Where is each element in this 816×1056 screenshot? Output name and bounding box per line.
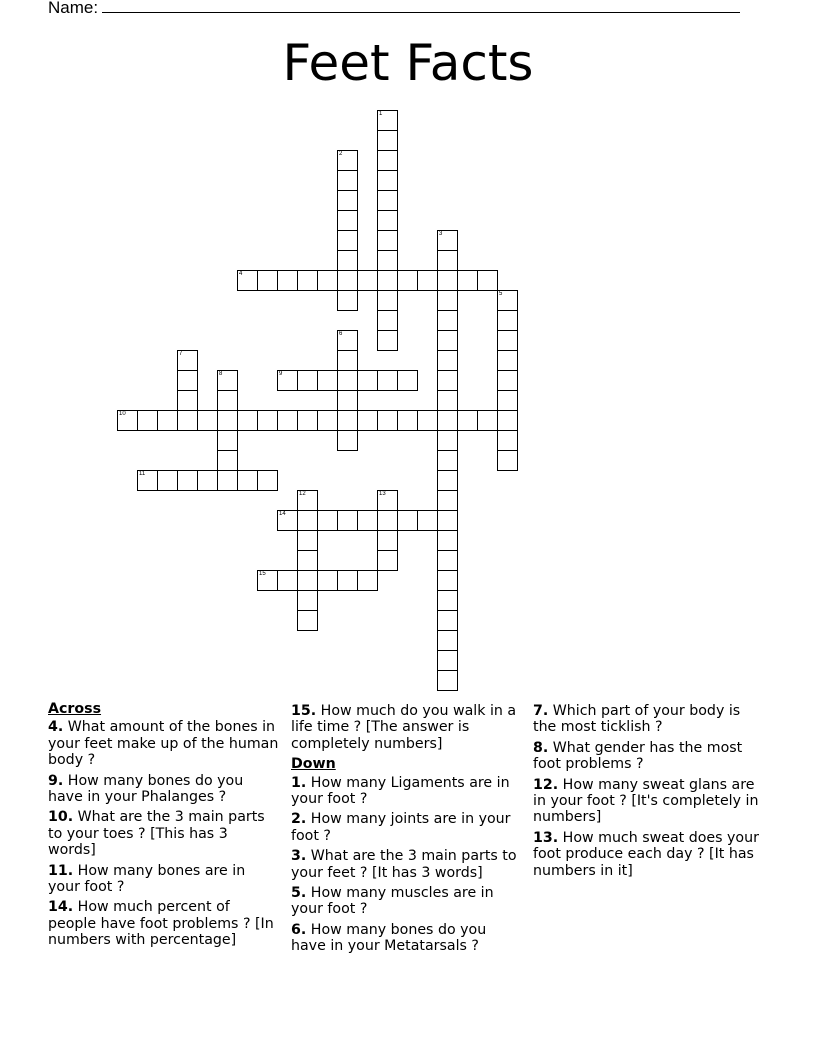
grid-cell[interactable]: [397, 370, 418, 391]
grid-cell[interactable]: [297, 370, 318, 391]
grid-cell[interactable]: [457, 270, 478, 291]
grid-cell[interactable]: [477, 410, 498, 431]
grid-cell[interactable]: [137, 410, 158, 431]
grid-cell[interactable]: [317, 270, 338, 291]
grid-cell[interactable]: [417, 410, 438, 431]
grid-cell[interactable]: [497, 290, 518, 311]
grid-cell[interactable]: [357, 270, 378, 291]
grid-cell[interactable]: [477, 270, 498, 291]
grid-cell[interactable]: [497, 450, 518, 471]
clue-text: How many muscles are in your foot ?: [291, 885, 494, 918]
grid-cell[interactable]: [177, 470, 198, 491]
name-label: Name:: [48, 0, 99, 17]
grid-cell[interactable]: [437, 250, 458, 271]
grid-cell[interactable]: [297, 490, 318, 511]
clue-number: 1.: [291, 774, 307, 791]
grid-cell[interactable]: [457, 410, 478, 431]
grid-cell[interactable]: [337, 390, 358, 411]
grid-cell[interactable]: [277, 570, 298, 591]
grid-cell[interactable]: [337, 330, 358, 351]
grid-cell[interactable]: [497, 390, 518, 411]
grid-cell[interactable]: [377, 410, 398, 431]
grid-cell[interactable]: [377, 150, 398, 171]
cell-number: 8: [219, 371, 223, 377]
clue-down-5: [291, 885, 523, 918]
grid-cell[interactable]: [437, 650, 458, 671]
cell-number: 2: [339, 151, 343, 157]
grid-cell[interactable]: [217, 450, 238, 471]
grid-cell[interactable]: [377, 110, 398, 131]
clue-column-2: [291, 703, 523, 959]
clue-number: 9.: [48, 772, 64, 789]
clue-across-15: [291, 703, 523, 752]
clue-text: What amount of the bones in your feet make up of the human body ?: [48, 719, 279, 769]
grid-cell[interactable]: [377, 170, 398, 191]
grid-cell[interactable]: [397, 410, 418, 431]
clue-down-3: [291, 848, 523, 881]
grid-cell[interactable]: [437, 610, 458, 631]
clue-text: How many sweat glans are in your foot ? [It's completely in numbers]: [533, 776, 759, 826]
grid-cell[interactable]: [297, 410, 318, 431]
down-heading: Down: [291, 756, 336, 773]
grid-cell[interactable]: [297, 590, 318, 611]
grid-cell[interactable]: [437, 390, 458, 411]
grid-cell[interactable]: [297, 570, 318, 591]
grid-cell[interactable]: [257, 570, 278, 591]
clue-text: How much sweat does your foot produce each day ? [It has numbers in it]: [533, 829, 759, 879]
grid-cell[interactable]: [377, 310, 398, 331]
grid-cell[interactable]: [437, 330, 458, 351]
grid-cell[interactable]: [377, 290, 398, 311]
cell-number: 9: [279, 371, 283, 377]
clue-number: 7.: [533, 703, 549, 719]
grid-cell[interactable]: [117, 410, 138, 431]
grid-cell[interactable]: [437, 290, 458, 311]
clue-number: 13.: [533, 829, 559, 846]
clue-across-4: [48, 719, 280, 768]
grid-cell[interactable]: [377, 270, 398, 291]
clue-number: 2.: [291, 811, 307, 828]
grid-cell[interactable]: [297, 510, 318, 531]
grid-cell[interactable]: [237, 270, 258, 291]
grid-cell[interactable]: [217, 430, 238, 451]
grid-cell[interactable]: [157, 470, 178, 491]
grid-cell[interactable]: [377, 490, 398, 511]
clue-text: How many joints are in your foot ?: [291, 811, 511, 844]
clue-text: How many bones are in your foot ?: [48, 862, 246, 896]
grid-cell[interactable]: [497, 350, 518, 371]
clue-across-9: [48, 773, 280, 806]
clue-across-10: [48, 809, 280, 858]
cell-number: 3: [439, 231, 443, 237]
clue-down-8: [533, 740, 765, 773]
grid-cell[interactable]: [497, 330, 518, 351]
across-heading: Across: [48, 701, 102, 717]
grid-cell[interactable]: [437, 490, 458, 511]
grid-cell[interactable]: [437, 570, 458, 591]
grid-cell[interactable]: [337, 350, 358, 371]
grid-cell[interactable]: [437, 410, 458, 431]
grid-cell[interactable]: [297, 550, 318, 571]
grid-cell[interactable]: [397, 270, 418, 291]
grid-cell[interactable]: [337, 370, 358, 391]
grid-cell[interactable]: [277, 410, 298, 431]
grid-cell[interactable]: [337, 290, 358, 311]
grid-cell[interactable]: [337, 170, 358, 191]
grid-cell[interactable]: [437, 510, 458, 531]
grid-cell[interactable]: [377, 130, 398, 151]
grid-cell[interactable]: [377, 510, 398, 531]
grid-cell[interactable]: [377, 550, 398, 571]
grid-cell[interactable]: [437, 370, 458, 391]
grid-cell[interactable]: [497, 410, 518, 431]
grid-cell[interactable]: [377, 190, 398, 211]
clue-text: Which part of your body is the most ticklish ?: [533, 703, 741, 736]
clue-text: How much percent of people have foot problems ? [In numbers with percentage]: [48, 899, 274, 949]
grid-cell[interactable]: [437, 270, 458, 291]
grid-cell[interactable]: [377, 530, 398, 551]
page-title: Feet Facts: [282, 34, 534, 92]
clue-number: 14.: [48, 899, 74, 916]
grid-cell[interactable]: [317, 410, 338, 431]
clue-text: How much do you walk in a life time ? [The answer is completely numbers]: [291, 703, 517, 752]
grid-cell[interactable]: [217, 370, 238, 391]
clue-down-2: [291, 811, 523, 844]
cell-number: 11: [139, 471, 146, 477]
clue-text: What are the 3 main parts to your toes ? [This has 3 words]: [48, 809, 265, 859]
grid-cell[interactable]: [137, 470, 158, 491]
clue-text: How many bones do you have in your Metatarsals ?: [291, 921, 487, 955]
grid-cell[interactable]: [377, 250, 398, 271]
grid-cell[interactable]: [337, 430, 358, 451]
grid-cell[interactable]: [297, 270, 318, 291]
grid-cell[interactable]: [437, 530, 458, 551]
grid-cell[interactable]: [177, 410, 198, 431]
grid-cell[interactable]: [437, 430, 458, 451]
grid-cell[interactable]: [337, 570, 358, 591]
grid-cell[interactable]: [217, 390, 238, 411]
clue-down-12: [533, 777, 765, 826]
clue-number: 3.: [291, 848, 307, 865]
clue-text: How many bones do you have in your Phalanges ?: [48, 772, 244, 806]
grid-cell[interactable]: [437, 630, 458, 651]
grid-cell[interactable]: [437, 550, 458, 571]
grid-cell[interactable]: [157, 410, 178, 431]
clue-number: 12.: [533, 776, 559, 793]
cell-number: 12: [299, 491, 306, 497]
clue-down-1: [291, 775, 523, 808]
clue-number: 10.: [48, 809, 74, 826]
grid-cell[interactable]: [337, 510, 358, 531]
grid-cell[interactable]: [337, 410, 358, 431]
cell-number: 1: [379, 111, 383, 117]
clue-text: What are the 3 main parts to your feet ? [It has 3 words]: [291, 848, 517, 881]
grid-cell[interactable]: [177, 370, 198, 391]
grid-cell[interactable]: [397, 510, 418, 531]
grid-cell[interactable]: [277, 370, 298, 391]
grid-cell[interactable]: [417, 510, 438, 531]
clue-down-13: [533, 830, 765, 879]
grid-cell[interactable]: [217, 470, 238, 491]
cell-number: 13: [379, 491, 386, 497]
grid-cell[interactable]: [437, 450, 458, 471]
clue-down-6: [291, 922, 523, 955]
grid-cell[interactable]: [197, 410, 218, 431]
clue-number: 6.: [291, 921, 307, 938]
grid-cell[interactable]: [497, 430, 518, 451]
grid-cell[interactable]: [377, 230, 398, 251]
grid-cell[interactable]: [317, 370, 338, 391]
grid-cell[interactable]: [437, 470, 458, 491]
grid-cell[interactable]: [437, 350, 458, 371]
cell-number: 5: [499, 291, 503, 297]
clue-text: What gender has the most foot problems ?: [533, 739, 743, 773]
grid-cell[interactable]: [337, 190, 358, 211]
grid-cell[interactable]: [437, 590, 458, 611]
clue-number: 15.: [291, 703, 317, 719]
grid-cell[interactable]: [257, 270, 278, 291]
grid-cell[interactable]: [297, 530, 318, 551]
grid-cell[interactable]: [357, 410, 378, 431]
grid-cell[interactable]: [337, 150, 358, 171]
grid-cell[interactable]: [317, 510, 338, 531]
clue-text: How many Ligaments are in your foot ?: [291, 774, 510, 808]
cell-number: 4: [239, 271, 243, 277]
clue-number: 4.: [48, 719, 64, 736]
grid-cell[interactable]: [357, 370, 378, 391]
grid-cell[interactable]: [257, 410, 278, 431]
clue-column-3: [533, 703, 765, 883]
grid-cell[interactable]: [377, 370, 398, 391]
clue-number: 5.: [291, 885, 307, 902]
cell-number: 7: [179, 351, 183, 357]
clue-column-1: [48, 701, 280, 953]
grid-cell[interactable]: [337, 250, 358, 271]
grid-cell[interactable]: [337, 230, 358, 251]
grid-cell[interactable]: [237, 410, 258, 431]
grid-cell[interactable]: [437, 230, 458, 251]
grid-cell[interactable]: [257, 470, 278, 491]
clue-down-7: [533, 703, 765, 736]
grid-cell[interactable]: [297, 610, 318, 631]
grid-cell[interactable]: [197, 470, 218, 491]
grid-cell[interactable]: [337, 210, 358, 231]
clue-number: 11.: [48, 862, 74, 879]
grid-cell[interactable]: [177, 350, 198, 371]
grid-cell[interactable]: [357, 510, 378, 531]
grid-cell[interactable]: [377, 330, 398, 351]
grid-cell[interactable]: [377, 210, 398, 231]
clue-across-11: [48, 863, 280, 896]
grid-cell[interactable]: [337, 270, 358, 291]
cell-number: 15: [259, 571, 266, 577]
cell-number: 6: [339, 331, 343, 337]
cell-number: 10: [119, 411, 126, 417]
grid-cell[interactable]: [317, 570, 338, 591]
grid-cell[interactable]: [357, 570, 378, 591]
grid-cell[interactable]: [217, 410, 238, 431]
grid-cell[interactable]: [237, 470, 258, 491]
grid-cell[interactable]: [437, 310, 458, 331]
cell-number: 14: [279, 511, 286, 517]
grid-cell[interactable]: [277, 270, 298, 291]
clue-number: 8.: [533, 739, 549, 756]
grid-cell[interactable]: [277, 510, 298, 531]
grid-cell[interactable]: [437, 670, 458, 691]
grid-cell[interactable]: [417, 270, 438, 291]
grid-cell[interactable]: [497, 370, 518, 391]
clue-across-14: [48, 899, 280, 948]
grid-cell[interactable]: [497, 310, 518, 331]
grid-cell[interactable]: [177, 390, 198, 411]
